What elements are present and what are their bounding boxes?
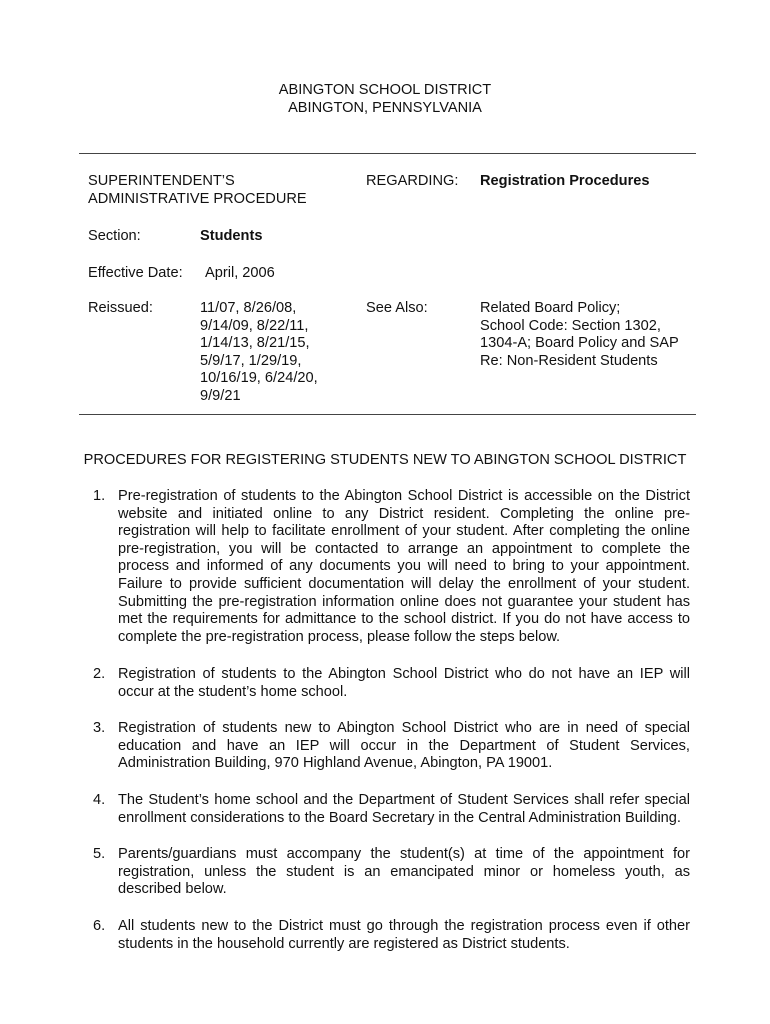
item-number: 3. xyxy=(93,720,106,736)
list-item xyxy=(93,792,690,827)
see-also-label: See Also: xyxy=(366,300,428,316)
item-number: 2. xyxy=(93,666,106,682)
procedure-type-line2: ADMINISTRATIVE PROCEDURE xyxy=(88,191,307,207)
top-divider xyxy=(79,153,696,154)
regarding-value: Registration Procedures xyxy=(480,173,650,189)
district-name: ABINGTON SCHOOL DISTRICT xyxy=(278,82,492,98)
item-text: All students new to the District must go through the registration process even if other students in the household currently are registered as District students. xyxy=(118,918,690,952)
reissued-line: 9/9/21 xyxy=(200,387,241,404)
list-item xyxy=(93,918,690,953)
item-text: Registration of students to the Abington School District who do not have an IEP will occur at the student’s home school. xyxy=(118,666,690,700)
item-number: 1. xyxy=(93,488,106,504)
item-text: Registration of students new to Abington School District who are in need of special education and have an IEP will occur in the Department of Student Services, Administration Building, 970 Highland Avenue, Abington, PA 19001. xyxy=(118,720,690,772)
item-text: Parents/guardians must accompany the student(s) at time of the appointment for registration, unless the student is an emancipated minor or homeless youth, as described below. xyxy=(118,846,690,898)
list-item xyxy=(93,488,690,646)
procedure-type-line1: SUPERINTENDENT’S xyxy=(88,173,235,189)
procedures-title: PROCEDURES FOR REGISTERING STUDENTS NEW TO ABINGTON SCHOOL DISTRICT xyxy=(83,452,687,468)
reissued-line: 5/9/17, 1/29/19, xyxy=(200,352,302,369)
list-item xyxy=(93,666,690,701)
item-text: The Student’s home school and the Department of Student Services shall refer special enrollment considerations to the Board Secretary in the Central Administration Building. xyxy=(118,792,690,826)
regarding-label: REGARDING: xyxy=(366,173,459,189)
section-label: Section: xyxy=(88,228,141,244)
item-number: 6. xyxy=(93,918,106,934)
district-location: ABINGTON, PENNSYLVANIA xyxy=(288,100,482,116)
reissued-line: 9/14/09, 8/22/11, xyxy=(200,317,309,334)
item-number: 5. xyxy=(93,846,106,862)
item-number: 4. xyxy=(93,792,106,808)
see-also-line: 1304-A; Board Policy and SAP xyxy=(480,335,679,352)
item-text: Pre-registration of students to the Abington School District is accessible on the District website and initiated online to any District resident. Completing the online pre-registration will help to facilitate enrollment of your student. After completing the online pre-registration, you will be contacted to arrange an appointment to complete the process and informed of any documents you will need to bring to your appointment. Failure to provide sufficient documentation will delay the enrollment of your student. Submitting the pre-registration information online does not guarantee your student has met the requirements for admittance to the school district. If you do not have access to complete the pre-registration process, please follow the steps below. xyxy=(118,488,690,645)
list-item xyxy=(93,720,690,773)
reissued-line: 1/14/13, 8/21/15, xyxy=(200,335,310,352)
section-value: Students xyxy=(200,228,263,244)
reissued-label: Reissued: xyxy=(88,300,153,316)
see-also-line: Re: Non-Resident Students xyxy=(480,352,658,369)
bottom-divider xyxy=(79,414,696,415)
effective-date-value: April, 2006 xyxy=(205,265,275,281)
reissued-line: 11/07, 8/26/08, xyxy=(200,300,297,316)
see-also-line: Related Board Policy; xyxy=(480,300,621,316)
see-also-line: School Code: Section 1302, xyxy=(480,317,661,334)
reissued-dates xyxy=(200,300,318,406)
list-item xyxy=(93,846,690,899)
see-also-references xyxy=(480,300,679,370)
effective-date-label: Effective Date: xyxy=(88,265,183,281)
reissued-line: 10/16/19, 6/24/20, xyxy=(200,370,318,387)
